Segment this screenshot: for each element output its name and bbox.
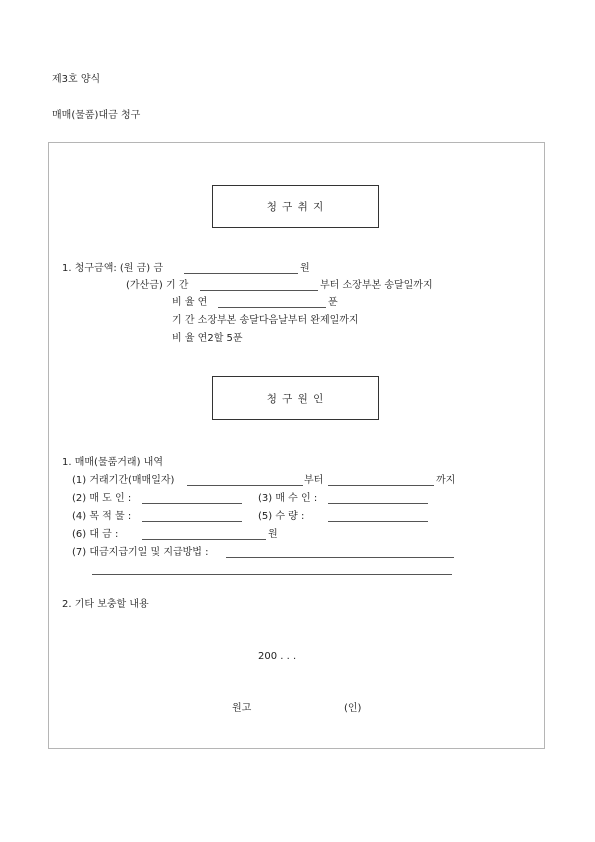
plaintiff-label: 원고: [232, 703, 252, 714]
document-title: 매매(물품)대금 청구: [52, 110, 141, 121]
price-label: (6) 대 금 :: [72, 529, 119, 540]
form-frame: [48, 142, 545, 749]
interest-period-blank[interactable]: [200, 290, 318, 291]
claim-cause-title: [212, 376, 379, 420]
date-line: 200 . . .: [258, 651, 297, 662]
buyer-label: (3) 매 수 인 :: [258, 493, 318, 504]
claim-purpose-title: [212, 185, 379, 228]
transaction-period-label: (1) 거래기간(매매일자): [72, 475, 175, 486]
quantity-blank[interactable]: [328, 521, 428, 522]
payment-terms-blank-2[interactable]: [92, 574, 452, 575]
transaction-section-heading: 1. 매매(물품거래) 내역: [62, 457, 163, 468]
transaction-from-text: 부터: [304, 475, 324, 486]
payment-terms-label: (7) 대금지급기일 및 지급방법 :: [72, 547, 209, 558]
interest-rate-unit: 푼: [328, 297, 338, 308]
object-label: (4) 목 적 물 :: [72, 511, 132, 522]
seal-mark: (인): [344, 703, 362, 714]
form-number: 제3호 양식: [52, 74, 101, 85]
transaction-from-blank[interactable]: [187, 485, 303, 486]
claim-amount-label: 1. 청구금액: (원 금) 금: [62, 263, 164, 274]
interest-rate-blank[interactable]: [218, 307, 326, 308]
transaction-to-blank[interactable]: [328, 485, 434, 486]
quantity-label: (5) 수 량 :: [258, 511, 305, 522]
claim-cause-title-text: 청 구 원 인: [266, 392, 325, 405]
claim-purpose-title-text: 청 구 취 지: [266, 201, 325, 213]
payment-terms-blank[interactable]: [226, 557, 454, 558]
principal-amount-blank[interactable]: [184, 273, 298, 274]
seller-blank[interactable]: [142, 503, 242, 504]
other-details-heading: 2. 기타 보충할 내용: [62, 599, 149, 610]
interest-period-label: (가산금) 기 간: [126, 280, 189, 291]
price-unit: 원: [268, 529, 278, 540]
late-rate-line: 비 율 연2할 5푼: [172, 333, 243, 344]
seller-label: (2) 매 도 인 :: [72, 493, 132, 504]
principal-unit: 원: [300, 263, 310, 274]
price-blank[interactable]: [142, 539, 266, 540]
object-blank[interactable]: [142, 521, 242, 522]
late-period-line: 기 간 소장부본 송달다음날부터 완제일까지: [172, 315, 359, 326]
buyer-blank[interactable]: [328, 503, 428, 504]
interest-rate-label: 비 율 연: [172, 297, 208, 308]
interest-period-suffix: 부터 소장부본 송달일까지: [320, 280, 433, 291]
transaction-to-text: 까지: [436, 475, 456, 486]
